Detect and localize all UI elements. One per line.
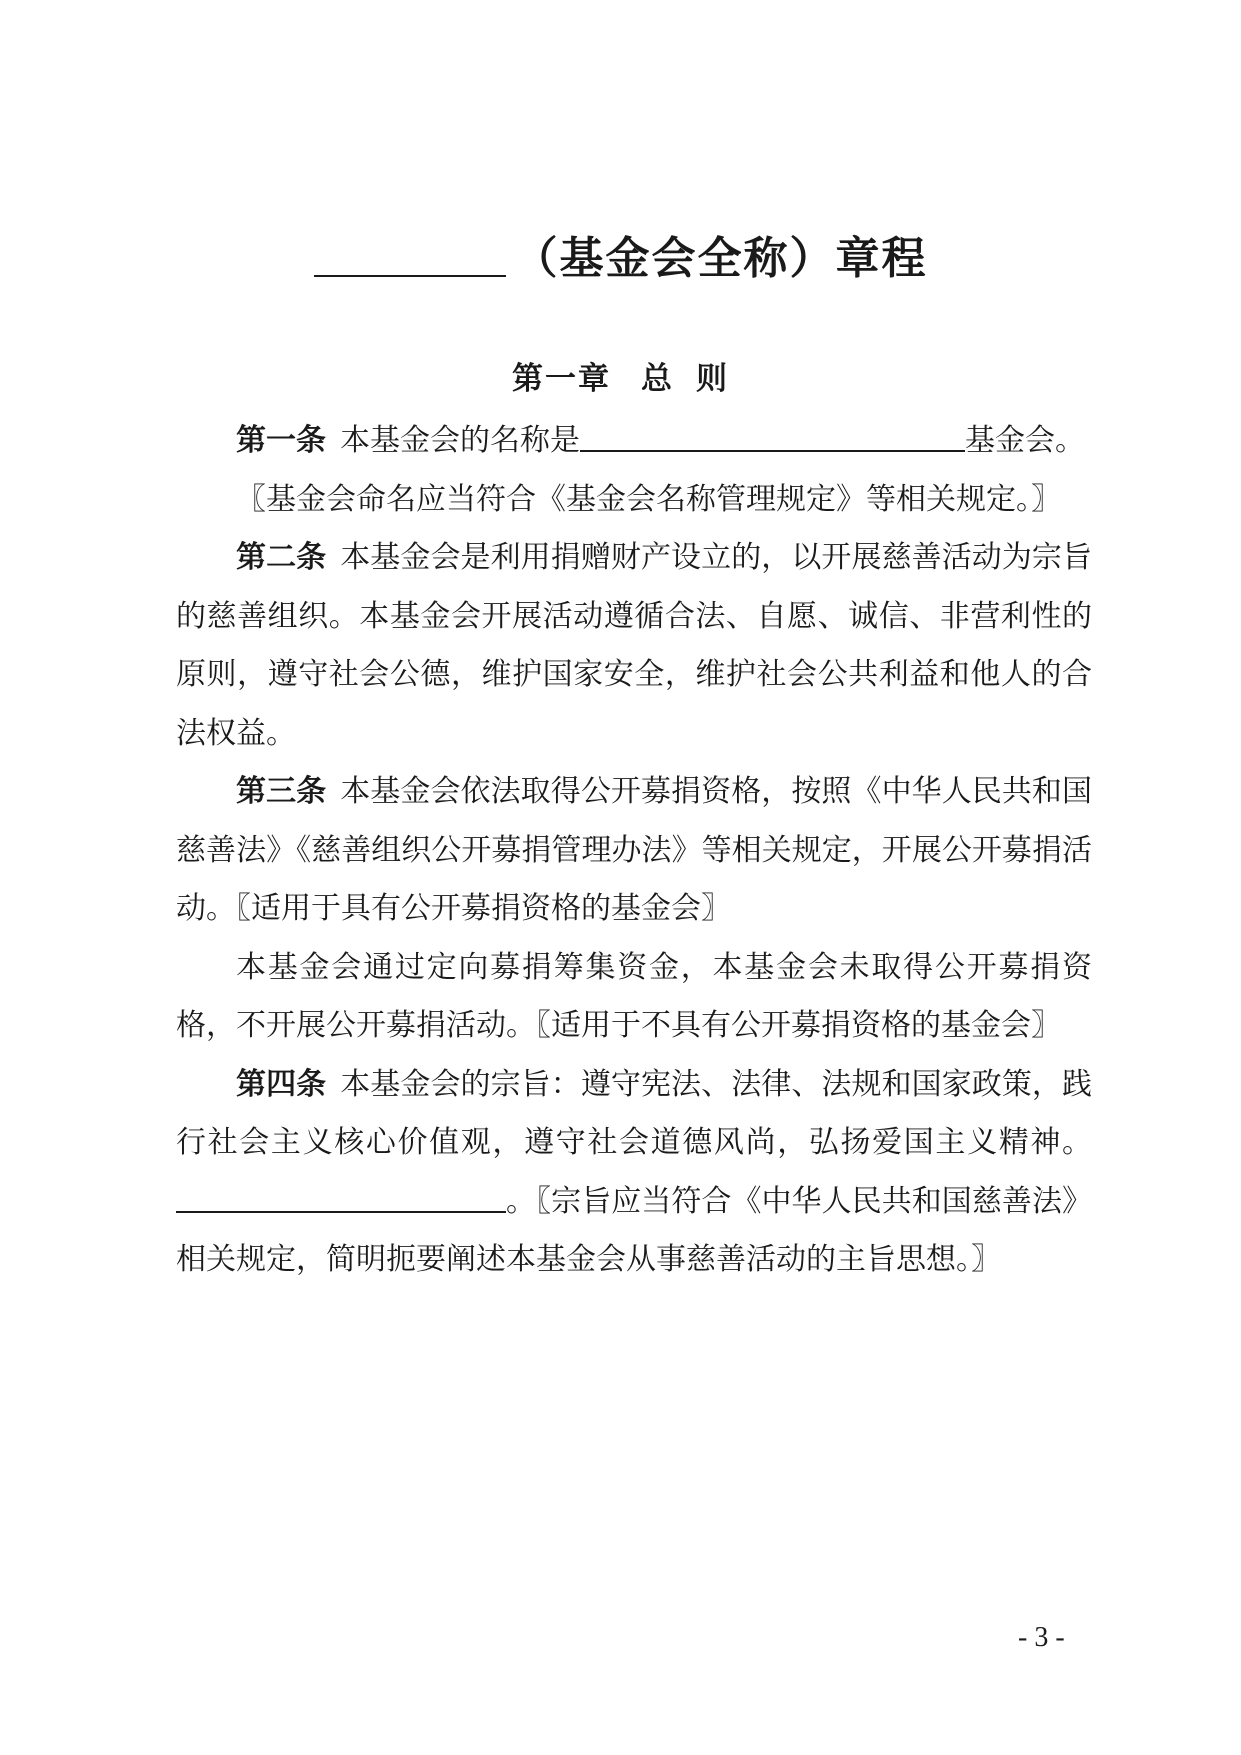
purpose-blank <box>176 1181 506 1213</box>
article-1-text-before: 本基金会的名称是 <box>340 423 580 458</box>
article-2-label: 第二条 <box>236 540 327 575</box>
chapter-name-second: 则 <box>696 361 729 397</box>
article-3-text: 本基金会依法取得公开募捐资格，按照《中华人民共和国慈善法》《慈善组织公开募捐管理办法》等相关规定，开展公开募捐活动。〖适用于具有公开募捐资格的基金会〗 <box>176 774 1093 926</box>
document-title <box>0 222 1241 286</box>
article-1-label: 第一条 <box>236 423 326 458</box>
article-4-text-before: 本基金会的宗旨：遵守宪法、法律、法规和国家政策，践行社会主义核心价值观，遵守社会道德风尚，弘扬爱国主义精神。 <box>176 1066 1093 1160</box>
page-number: - 3 - <box>1018 1622 1065 1653</box>
chapter-name-first: 总 <box>641 361 674 397</box>
article-3-alternative: 本基金会通过定向募捐筹集资金，本基金会未取得公开募捐资格，不开展公开募捐活动。〖适用于不具有公开募捐资格的基金会〗 <box>176 949 1092 1043</box>
title-name-blank <box>314 235 506 277</box>
article-2-text: 本基金会是利用捐赠财产设立的，以开展慈善活动为宗旨的慈善组织。本基金会开展活动遵循合法、自愿、诚信、非营利性的原则，遵守社会公德，维护国家安全，维护社会公共利益和他人的合法权益。 <box>176 540 1093 751</box>
article-4 <box>176 1056 1092 1290</box>
article-1-text-after: 基金会。 <box>965 423 1085 458</box>
article-1 <box>176 412 1092 471</box>
article-3-label: 第三条 <box>236 774 327 809</box>
chapter-heading <box>0 353 1241 398</box>
document-body <box>176 412 1092 1290</box>
chapter-number: 第一章 <box>512 361 611 397</box>
article-4-label: 第四条 <box>236 1066 327 1102</box>
article-1-note: 〖基金会命名应当符合《基金会名称管理规定》等相关规定。〗 <box>236 481 1061 517</box>
title-text: （基金会全称）章程 <box>513 233 928 284</box>
article-4-text-after: 。〖宗旨应当符合《中华人民共和国慈善法》相关规定，简明扼要阐述本基金会从事慈善活动的主旨思想。〗 <box>176 1183 1092 1277</box>
article-3 <box>176 763 1092 939</box>
article-2 <box>176 529 1092 763</box>
foundation-name-blank <box>580 420 965 452</box>
